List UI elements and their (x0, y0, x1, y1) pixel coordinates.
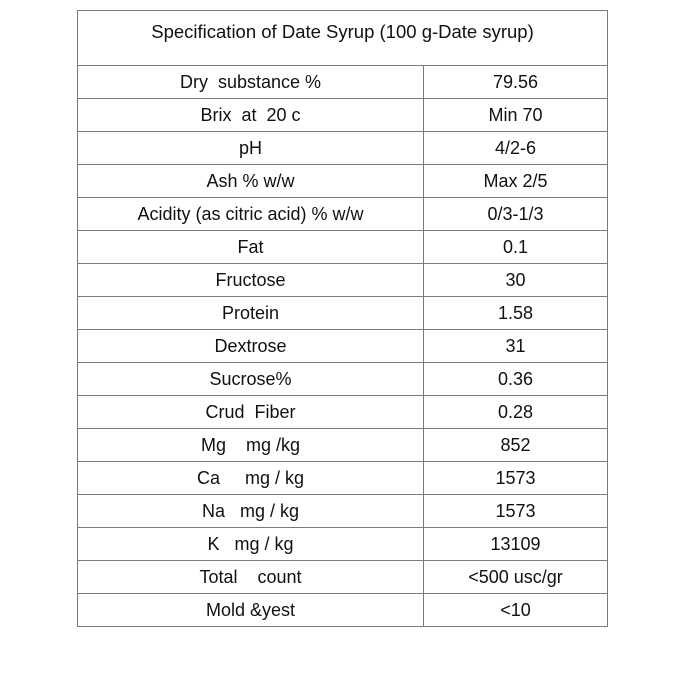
value-cell: 0.1 (424, 231, 608, 264)
value-cell: <10 (424, 594, 608, 627)
parameter-cell: Dry substance % (78, 66, 424, 99)
value-cell: 852 (424, 429, 608, 462)
value-cell: 31 (424, 330, 608, 363)
table-title-row (78, 11, 608, 66)
value-cell: <500 usc/gr (424, 561, 608, 594)
value-cell: 79.56 (424, 66, 608, 99)
table-row (78, 594, 608, 627)
value-cell: 0.36 (424, 363, 608, 396)
parameter-cell: Total count (78, 561, 424, 594)
value-cell: 1573 (424, 495, 608, 528)
table-row (78, 231, 608, 264)
value-cell: 13109 (424, 528, 608, 561)
value-cell: 1.58 (424, 297, 608, 330)
value-cell: Min 70 (424, 99, 608, 132)
value-cell: 0.28 (424, 396, 608, 429)
parameter-cell: Sucrose% (78, 363, 424, 396)
table-row (78, 264, 608, 297)
table-row (78, 396, 608, 429)
parameter-cell: Mold &yest (78, 594, 424, 627)
table-row (78, 165, 608, 198)
value-cell: 4/2-6 (424, 132, 608, 165)
parameter-cell: pH (78, 132, 424, 165)
parameter-cell: Crud Fiber (78, 396, 424, 429)
table-row (78, 132, 608, 165)
table-row (78, 66, 608, 99)
parameter-cell: Ash % w/w (78, 165, 424, 198)
table-row (78, 297, 608, 330)
parameter-cell: Protein (78, 297, 424, 330)
table-row (78, 528, 608, 561)
table-row (78, 429, 608, 462)
table-title: Specification of Date Syrup (100 g-Date syrup) (78, 11, 608, 66)
value-cell: 0/3-1/3 (424, 198, 608, 231)
parameter-cell: Dextrose (78, 330, 424, 363)
table-row (78, 198, 608, 231)
parameter-cell: Fat (78, 231, 424, 264)
parameter-cell: Brix at 20 c (78, 99, 424, 132)
parameter-cell: K mg / kg (78, 528, 424, 561)
table-row (78, 330, 608, 363)
parameter-cell: Fructose (78, 264, 424, 297)
specification-table (77, 10, 608, 627)
value-cell: Max 2/5 (424, 165, 608, 198)
table-row (78, 462, 608, 495)
parameter-cell: Mg mg /kg (78, 429, 424, 462)
parameter-cell: Acidity (as citric acid) % w/w (78, 198, 424, 231)
table-row (78, 495, 608, 528)
table-row (78, 561, 608, 594)
parameter-cell: Na mg / kg (78, 495, 424, 528)
table-row (78, 363, 608, 396)
value-cell: 1573 (424, 462, 608, 495)
value-cell: 30 (424, 264, 608, 297)
table-row (78, 99, 608, 132)
parameter-cell: Ca mg / kg (78, 462, 424, 495)
